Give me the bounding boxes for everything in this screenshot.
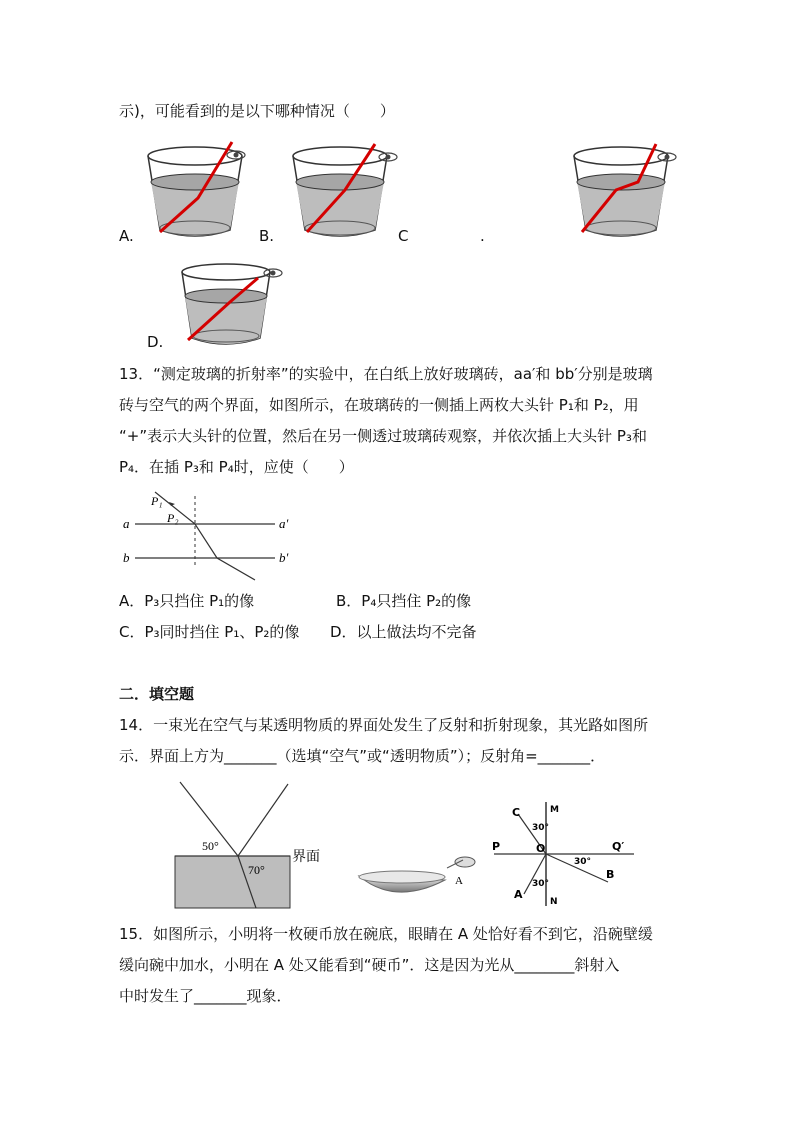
q13-option-d: D．以上做法均不完备 [330,623,477,641]
eye-icon [225,148,247,162]
eye-icon [656,150,678,164]
normal-m-label: M [550,805,559,815]
eye-icon [262,266,284,280]
angle-figure [488,800,638,910]
a-prime-label: a′ [279,516,289,531]
q13-option-c: C．P₃同时挡住 P₁、P₂的像 [119,623,300,641]
eye-icon [377,150,399,164]
p1-label: P₁ [151,494,163,508]
option-c-label: C [398,227,409,245]
ray-b-label: B [606,868,615,881]
q14-text-line-1: 14．一束光在空气与某透明物质的界面处发生了反射和折射现象，其光路如图所 [119,716,649,734]
q13-option-b: B．P₄只挡住 P₂的像 [336,592,472,610]
a-label: a [123,516,130,531]
interface-label: 界面 [292,849,320,865]
b-label: b [123,550,130,565]
point-q-label: Q′ [612,840,625,853]
q13-option-a: A．P₃只挡住 P₁的像 [119,592,255,610]
ray-a-label: A [514,888,523,901]
option-c-dot: . [480,227,485,245]
bowl-a-label: A [455,875,463,887]
q13-text-line-4: P₄．在插 P₃和 P₄时，应使（ ） [119,458,354,476]
option-a-label: A. [119,227,134,245]
angle-70-label: 70° [248,863,265,877]
q13-text-line-2: 砖与空气的两个界面，如图所示，在玻璃砖的一侧插上两枚大头针 P₁和 P₂，用 [119,396,639,414]
q15-text-line-2: 缓向碗中加水，小明在 A 处又能看到“硬币”．这是因为光从________斜射入 [119,956,620,974]
option-d-label: D. [147,333,164,351]
q12-text-line: 示)，可能看到的是以下哪种情况（ ） [119,102,395,120]
normal-n-label: N [550,897,558,907]
point-o-label: O [536,842,546,855]
ray-c-label: C [512,806,521,819]
reflection-refraction-figure [170,780,330,912]
q15-text-line-3: 中时发生了_______现象． [119,987,292,1005]
q14-text-line-2: 示．界面上方为_______（选填“空气”或“透明物质”）；反射角=_______． [119,747,606,765]
q13-text-line-1: 13．“测定玻璃的折射率”的实验中，在白纸上放好玻璃砖，aa′和 bb′分别是玻璃 [119,365,653,383]
section-title: 二．填空题 [119,685,195,703]
p2-label: P₂ [167,511,179,525]
angle-30-right-label: 30° [574,857,592,867]
point-p-label: P [492,840,501,853]
b-prime-label: b′ [279,550,289,565]
bowl-figure [355,848,495,908]
angle-30-top-label: 30° [532,823,550,833]
option-b-label: B. [259,227,275,245]
glass-brick-figure [115,488,300,583]
q13-text-line-3: “+”表示大头针的位置，然后在另一侧透过玻璃砖观察，并依次插上大头针 P₃和 [119,427,647,445]
q15-text-line-1: 15．如图所示，小明将一枚硬币放在碗底，眼睛在 A 处恰好看不到它，沿碗壁缓 [119,925,653,943]
angle-30-bottom-label: 30° [532,879,550,889]
angle-50-label: 50° [202,839,219,853]
